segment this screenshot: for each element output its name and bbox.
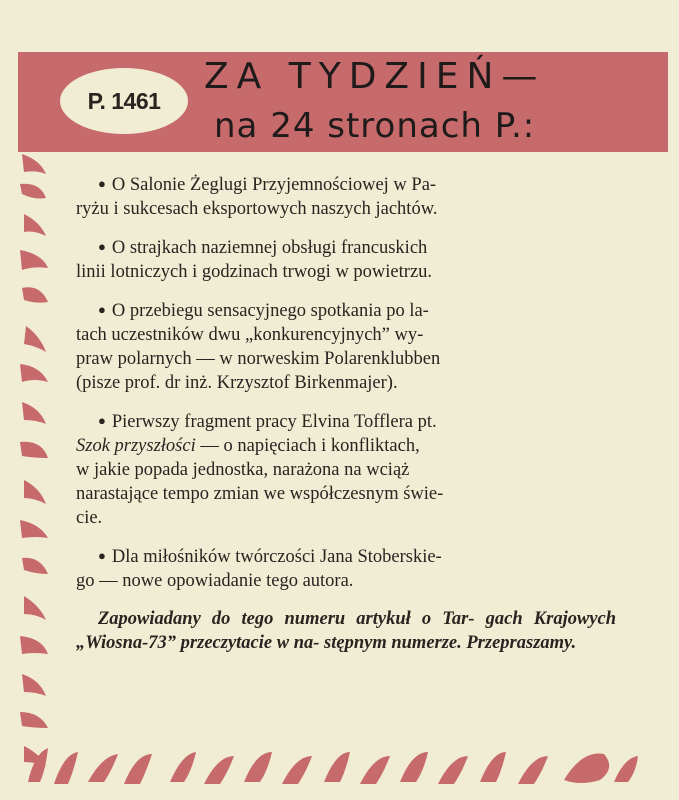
item-line: (pisze prof. dr inż. Krzysztof Birkenmajer). <box>76 373 398 393</box>
issue-badge: P. 1461 <box>60 68 188 134</box>
item-line: go — nowe opowiadanie tego autora. <box>76 571 354 591</box>
list-item <box>76 235 616 284</box>
item-line: cie. <box>76 508 103 528</box>
item-line: Pierwszy fragment pracy Elvina Tofflera pt. <box>111 412 437 432</box>
list-item <box>76 409 616 530</box>
item-line: linii lotniczych i godzinach trwogi w powietrzu. <box>76 262 433 282</box>
item-line: O Salonie Żeglugi Przyjemnościowej w Pa- <box>111 175 437 195</box>
item-line: narastające tempo zmian we współczesnym świe- <box>76 484 444 504</box>
editorial-note <box>76 607 616 655</box>
item-line: tach uczestników dwu „konkurencyjnych” wy- <box>76 325 424 345</box>
list-item <box>76 298 616 395</box>
item-line: O strajkach naziemnej obsługi francuskich <box>111 238 428 258</box>
title-line-2: na 24 stronach P.: <box>214 106 536 146</box>
item-line: w jakie popada jednostka, narażona na wciąż <box>76 460 410 480</box>
bullet-icon: ● <box>98 176 106 191</box>
note-line: stępnym numerze. Przepraszamy. <box>324 633 577 653</box>
item-line: praw polarnych — w norweskim Polarenklubben <box>76 349 441 369</box>
item-line: ryżu i sukcesach eksportowych naszych jachtów. <box>76 199 438 219</box>
bullet-icon: ● <box>98 548 106 563</box>
note-line: Zapowiadany do tego numeru artykuł o Tar- <box>98 609 475 629</box>
note-line: gach Krajowych „Wiosna-73” przeczytacie w na- <box>76 609 617 653</box>
decorative-left-border <box>16 150 52 770</box>
item-line: O przebiegu sensacyjnego spotkania po la- <box>111 301 429 321</box>
list-item <box>76 544 616 593</box>
item-line: — o napięciach i konfliktach, <box>195 436 420 456</box>
book-title: Szok przyszłości <box>76 436 196 456</box>
bullet-icon: ● <box>98 413 106 428</box>
bullet-icon: ● <box>98 239 106 254</box>
list-item <box>76 172 616 221</box>
bullet-icon: ● <box>98 302 106 317</box>
title-line-1: ZA TYDZIEŃ— <box>204 56 546 97</box>
decorative-bottom-border <box>24 742 644 790</box>
article-body <box>76 172 616 655</box>
item-line: Dla miłośników twórczości Jana Stoberskie- <box>111 547 442 567</box>
